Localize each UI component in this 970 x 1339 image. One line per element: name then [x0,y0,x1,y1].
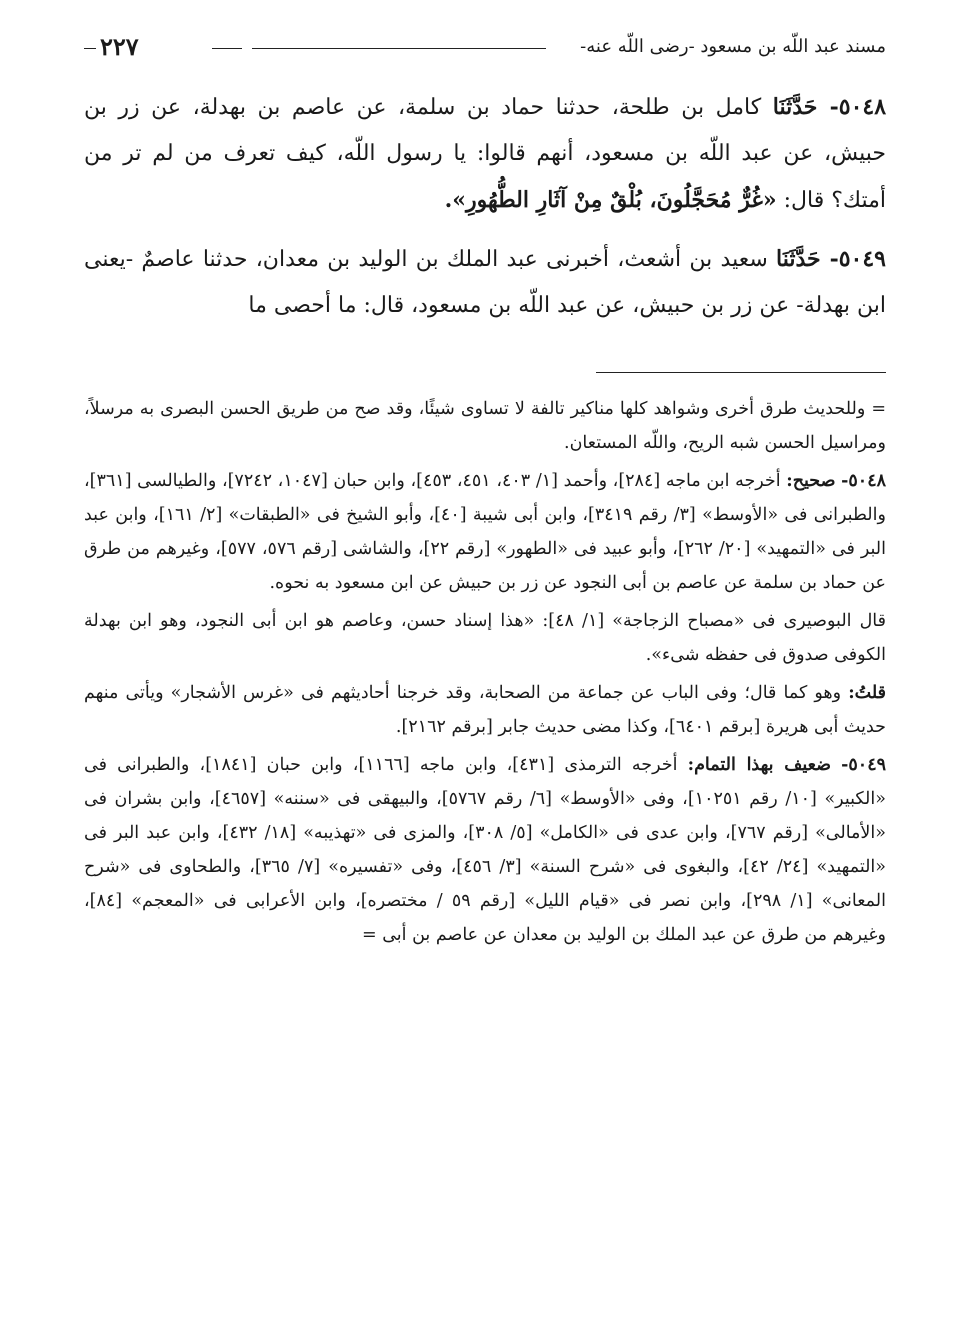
header-rule [252,48,546,49]
page-number: ٢٢٧ [100,32,139,61]
footnote-divider [596,372,886,373]
header-rule-end [84,48,96,49]
footnote-5048-para3 [84,676,886,744]
hadith-text: سعيد بن أشعث، أخبرنى عبد الملك بن الوليد بن معدان، حدثنا عاصمٌ -يعنى ابن بهدلة- عن زر بن حبيش، عن عبد اللّه بن مسعود، قال: ما أحصى ما [84,247,886,318]
qultu-label: قلتُ: [848,683,886,703]
footnote-number: ٥٠٤٨- [841,471,886,491]
footnote-grade: صحيح: [786,471,836,491]
haddathana: حَدَّثَنَا [772,94,818,120]
running-title: مسند عبد اللّه بن مسعود -رضى اللّه عنه- [580,36,886,57]
footnote-5048 [84,464,886,600]
footnote-continuation: = وللحديث طرق أخرى وشواهد كلها مناكير تالفة لا تساوى شيئًا، وقد صح من طريق الحسن البصرى به مرسلاً، ومراسيل الحسن شبه الريح، واللّه المستعان. [84,399,886,453]
hadith-number: ٥٠٤٩ [838,246,886,272]
footnote-5049 [84,748,886,952]
footnote-text: وهو كما قال؛ وفى الباب عن جماعة من الصحابة، وقد خرجنا أحاديثهم فى «غرس الأشجار» ويأتى منهم حديث أبى هريرة [برقم ٦٤٠١]، وكذا مضى حديث جابر [برقم ٢١٦٢]. [84,683,886,737]
footnote-text: أخرجه ابن ماجه [٢٨٤]، وأحمد [١/ ٤٠٣، ٤٥١، ٤٥٣]، وابن حبان [١٠٤٧، ٧٢٤٢]، والطيالسى [٣٦١]، والطبرانى فى «الأوسط» [٣/ رقم ٣٤١٩]، وابن أبى شيبة [٤٠]، وأبو الشيخ فى «الطبقات» [٢/ ١٦١]، وابن عبد البر فى «التمهيد» [٢٠/ ٢٦٢]، وأبو عبيد فى «الطهور» [رقم ٢٢]، والشاشى [رقم ٥٧٦، ٥٧٧]، وغيرهم من طرق عن حماد بن سلمة عن عاصم بن أبى النجود عن زر بن حبيش عن ابن مسعود به نحوه. [84,471,886,593]
hadith-5048: ٥٠٤٨- حَدَّثَنَا كامل بن طلحة، حدثنا حماد بن سلمة، عن عاصم بن بهدلة، عن زر بن حبيش، عن عبد اللّه بن مسعود، أنهم قالوا: يا رسول اللّه، كيف تعرف من لم تر من أمتك؟ قال: «غُرٌّ مُحَجَّلُونَ، بُلْقٌ مِنْ آثَارِ الطُّهُورِ». [84,94,887,213]
main-text [84,84,886,341]
hadith-number: ٥٠٤٨ [838,94,887,120]
hadith-text: كامل بن طلحة، حدثنا حماد بن سلمة، عن عاصم بن بهدلة، عن زر بن حبيش، عن عبد اللّه بن مسعود، أنهم قالوا: يا رسول اللّه، كيف تعرف من لم تر من أمتك؟ قال: [84,95,886,213]
hadith-5049: ٥٠٤٩- حَدَّثَنَا سعيد بن أشعث، أخبرنى عبد الملك بن الوليد بن معدان، حدثنا عاصمٌ -يعنى ابن بهدلة- عن زر بن حبيش، عن عبد اللّه بن مسعود، قال: ما أحصى ما [84,246,886,318]
footnote-text: أخرجه الترمذى [٤٣١]، وابن ماجه [١١٦٦]، وابن حبان [١٨٤١]، والطبرانى فى «الكبير» [١٠/ رقم ١٠٢٥١]، وفى «الأوسط» [٦/ رقم ٥٧٦٧]، والبيهقى فى «سننه» [٤٦٥٧]، وابن بشران فى «الأمالى» [رقم ٧٦٧]، وابن عدى فى «الكامل» [٥/ ٣٠٨]، والمزى فى «تهذيبه» [١٨/ ٤٣٢]، وابن عبد البر فى «التمهيد» [٢٤/ ٤٢]، والبغوى فى «شرح السنة» [٣/ ٤٥٦]، وفى «تفسيره» [٧/ ٣٦٥]، والطحاوى فى «شرح المعانى» [١/ ٢٩٨]، وابن نصر فى «قيام الليل» [رقم ٥٩ / مختصره]، وابن الأعرابى فى «المعجم» [٨٤]، وغيرهم من طرق عن عبد الملك بن الوليد بن معدان عن عاصم بن أبى = [84,755,887,945]
footnotes [84,392,886,956]
hadith-quote: «غُرٌّ مُحَجَّلُونَ، بُلْقٌ مِنْ آثَارِ الطُّهُورِ». [444,187,777,213]
footnote-grade: ضعيف بهذا التمام: [687,755,831,775]
header-rule-short [212,48,242,49]
footnote-number: ٥٠٤٩- [841,755,887,775]
footnote-5048-para2: قال البوصيرى فى «مصباح الزجاجة» [١/ ٤٨]: «هذا إسناد حسن، وعاصم هو ابن أبى النجود، وهو ابن بهدلة الكوفى صدوق فى حفظه شىء». [84,611,887,665]
page-header [84,34,886,64]
haddathana: حَدَّثَنَا [776,246,821,272]
